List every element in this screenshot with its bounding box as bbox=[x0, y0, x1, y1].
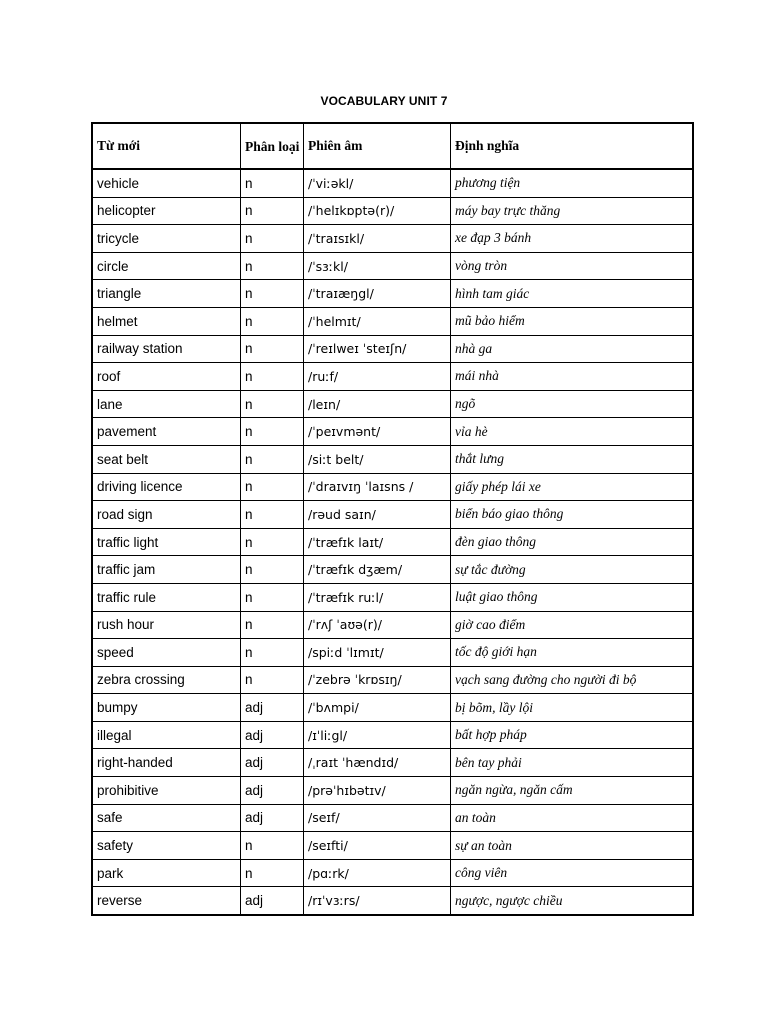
cell-meaning: vòng tròn bbox=[451, 253, 692, 281]
table-row bbox=[93, 887, 692, 914]
cell-meaning: máy bay trực thăng bbox=[451, 198, 692, 226]
cell-meaning: ngăn ngừa, ngăn cấm bbox=[451, 777, 692, 805]
cell-phonetic: /ˈtræfɪk laɪt/ bbox=[304, 529, 451, 557]
cell-phonetic: /rəud saɪn/ bbox=[304, 501, 451, 529]
cell-meaning: an toàn bbox=[451, 805, 692, 833]
cell-meaning: giấy phép lái xe bbox=[451, 474, 692, 502]
table-header-row bbox=[93, 124, 692, 170]
cell-word: helicopter bbox=[93, 198, 241, 226]
cell-meaning: đèn giao thông bbox=[451, 529, 692, 557]
cell-phonetic: /pɑːrk/ bbox=[304, 860, 451, 888]
cell-meaning: ngõ bbox=[451, 391, 692, 419]
cell-word: triangle bbox=[93, 280, 241, 308]
cell-type: n bbox=[241, 225, 304, 253]
cell-phonetic: /leɪn/ bbox=[304, 391, 451, 419]
cell-word: prohibitive bbox=[93, 777, 241, 805]
cell-meaning: ngược, ngược chiều bbox=[455, 892, 563, 908]
cell-meaning: tốc độ giới hạn bbox=[451, 639, 692, 667]
cell-phonetic: /seɪfti/ bbox=[304, 832, 451, 860]
cell-word: seat belt bbox=[93, 446, 241, 474]
table-row bbox=[93, 749, 692, 777]
table-row bbox=[93, 501, 692, 529]
cell-word: traffic light bbox=[93, 529, 241, 557]
cell-meaning: biển báo giao thông bbox=[451, 501, 692, 529]
cell-phonetic: /rɪˈvɜːrs/ bbox=[304, 887, 451, 914]
cell-word: illegal bbox=[93, 722, 241, 750]
cell-word: safe bbox=[93, 805, 241, 833]
cell-phonetic: /ˈtraɪæŋgl/ bbox=[304, 280, 451, 308]
cell-word: road sign bbox=[93, 501, 241, 529]
cell-meaning: bên tay phải bbox=[451, 749, 692, 777]
table-row bbox=[93, 612, 692, 640]
table-row bbox=[93, 667, 692, 695]
cell-phonetic: /ˈhelmɪt/ bbox=[304, 308, 451, 336]
cell-meaning: bị bõm, lầy lội bbox=[451, 694, 692, 722]
cell-word: circle bbox=[93, 253, 241, 281]
cell-type: n bbox=[241, 308, 304, 336]
table-row bbox=[93, 584, 692, 612]
cell-type: n bbox=[241, 501, 304, 529]
cell-meaning: phương tiện bbox=[451, 170, 692, 198]
header-type: Phân loại bbox=[241, 124, 304, 170]
table-row bbox=[93, 805, 692, 833]
table-row bbox=[93, 722, 692, 750]
cell-type: n bbox=[241, 446, 304, 474]
cell-type: adj bbox=[241, 805, 304, 833]
cell-type: n bbox=[241, 832, 304, 860]
cell-type: n bbox=[241, 280, 304, 308]
cell-type: n bbox=[241, 391, 304, 419]
table-row bbox=[93, 639, 692, 667]
cell-type: n bbox=[241, 253, 304, 281]
table-row bbox=[93, 198, 692, 226]
cell-meaning: bất hợp pháp bbox=[451, 722, 692, 750]
vocabulary-table bbox=[91, 122, 694, 916]
table-row bbox=[93, 446, 692, 474]
cell-meaning: công viên bbox=[451, 860, 692, 888]
table-row bbox=[93, 832, 692, 860]
cell-phonetic: /prəˈhɪbətɪv/ bbox=[304, 777, 451, 805]
cell-word: traffic jam bbox=[93, 556, 241, 584]
cell-phonetic: /ˈtræfɪk dʒæm/ bbox=[304, 556, 451, 584]
table-row bbox=[93, 777, 692, 805]
cell-word: traffic rule bbox=[93, 584, 241, 612]
cell-word: bumpy bbox=[93, 694, 241, 722]
header-meaning: Định nghĩa bbox=[451, 124, 692, 170]
cell-phonetic: /ˈrʌʃ ˈaʊə(r)/ bbox=[304, 612, 451, 640]
cell-word: zebra crossing bbox=[93, 667, 241, 695]
cell-word: tricycle bbox=[93, 225, 241, 253]
table-row bbox=[93, 280, 692, 308]
cell-type: n bbox=[241, 556, 304, 584]
cell-meaning: giờ cao điểm bbox=[451, 612, 692, 640]
table-row bbox=[93, 556, 692, 584]
cell-meaning: nhà ga bbox=[451, 336, 692, 364]
cell-phonetic: /ˈdraɪvɪŋ ˈlaɪsns / bbox=[304, 474, 451, 502]
table-row bbox=[93, 225, 692, 253]
cell-phonetic: /ˈhelɪkɒptə(r)/ bbox=[304, 198, 451, 226]
cell-type: n bbox=[241, 170, 304, 198]
cell-word: helmet bbox=[93, 308, 241, 336]
cell-type: n bbox=[241, 639, 304, 667]
table-row bbox=[93, 336, 692, 364]
page-title: VOCABULARY UNIT 7 bbox=[320, 94, 448, 108]
cell-meaning: xe đạp 3 bánh bbox=[451, 225, 692, 253]
cell-type: n bbox=[241, 667, 304, 695]
cell-meaning: hình tam giác bbox=[451, 280, 692, 308]
cell-word: lane bbox=[93, 391, 241, 419]
cell-phonetic: /ˈbʌmpi/ bbox=[304, 694, 451, 722]
cell-type: adj bbox=[241, 749, 304, 777]
table-row bbox=[93, 418, 692, 446]
cell-meaning: sự tắc đường bbox=[451, 556, 692, 584]
cell-phonetic: /ˈtraɪsɪkl/ bbox=[304, 225, 451, 253]
table-row bbox=[93, 170, 692, 198]
cell-meaning: sự an toàn bbox=[451, 832, 692, 860]
cell-phonetic: /ɪˈliːgl/ bbox=[304, 722, 451, 750]
cell-meaning: thắt lưng bbox=[451, 446, 692, 474]
cell-phonetic: /ˌraɪt ˈhændɪd/ bbox=[304, 749, 451, 777]
cell-word: pavement bbox=[93, 418, 241, 446]
cell-word: speed bbox=[93, 639, 241, 667]
header-phonetic: Phiên âm bbox=[304, 124, 451, 170]
cell-meaning: mũ bảo hiểm bbox=[451, 308, 692, 336]
cell-phonetic: /seɪf/ bbox=[304, 805, 451, 833]
cell-word: driving licence bbox=[93, 474, 241, 502]
table-body bbox=[93, 170, 692, 914]
cell-type: n bbox=[241, 418, 304, 446]
cell-type: n bbox=[241, 612, 304, 640]
cell-word: safety bbox=[93, 832, 241, 860]
cell-type: n bbox=[241, 584, 304, 612]
cell-meaning: vỉa hè bbox=[451, 418, 692, 446]
cell-word: railway station bbox=[93, 336, 241, 364]
cell-meaning: mái nhà bbox=[451, 363, 692, 391]
cell-phonetic: /ˈtræfɪk ruːl/ bbox=[304, 584, 451, 612]
cell-phonetic: /ruːf/ bbox=[304, 363, 451, 391]
cell-type: adj bbox=[241, 722, 304, 750]
cell-word: rush hour bbox=[93, 612, 241, 640]
cell-phonetic: /ˈzebrə ˈkrɒsɪŋ/ bbox=[304, 667, 451, 695]
table-row bbox=[93, 391, 692, 419]
cell-word: vehicle bbox=[93, 170, 241, 198]
cell-phonetic: /ˈpeɪvmənt/ bbox=[304, 418, 451, 446]
table-row bbox=[93, 694, 692, 722]
table-row bbox=[93, 860, 692, 888]
cell-word: right-handed bbox=[93, 749, 241, 777]
cell-type: n bbox=[241, 336, 304, 364]
table-row bbox=[93, 308, 692, 336]
table-row bbox=[93, 529, 692, 557]
cell-type: n bbox=[241, 363, 304, 391]
cell-type: n bbox=[241, 198, 304, 226]
cell-phonetic: /ˈreɪlweɪ ˈsteɪʃn/ bbox=[304, 336, 451, 364]
cell-type: adj bbox=[241, 777, 304, 805]
cell-phonetic: /siːt belt/ bbox=[304, 446, 451, 474]
cell-type: n bbox=[241, 529, 304, 557]
cell-meaning: luật giao thông bbox=[451, 584, 692, 612]
table-row bbox=[93, 253, 692, 281]
cell-type: n bbox=[241, 474, 304, 502]
cell-meaning: vạch sang đường cho người đi bộ bbox=[451, 667, 692, 695]
cell-word: park bbox=[93, 860, 241, 888]
cell-phonetic: /spiːd ˈlɪmɪt/ bbox=[304, 639, 451, 667]
cell-phonetic: /ˈviːəkl/ bbox=[304, 170, 451, 198]
table-row bbox=[93, 474, 692, 502]
cell-phonetic: /ˈsɜːkl/ bbox=[304, 253, 451, 281]
cell-word: reverse bbox=[93, 887, 241, 914]
cell-word: roof bbox=[93, 363, 241, 391]
table-row bbox=[93, 363, 692, 391]
cell-type: n bbox=[241, 860, 304, 888]
cell-type: adj bbox=[241, 694, 304, 722]
header-word: Từ mới bbox=[93, 124, 241, 170]
cell-type: adj bbox=[241, 887, 304, 914]
